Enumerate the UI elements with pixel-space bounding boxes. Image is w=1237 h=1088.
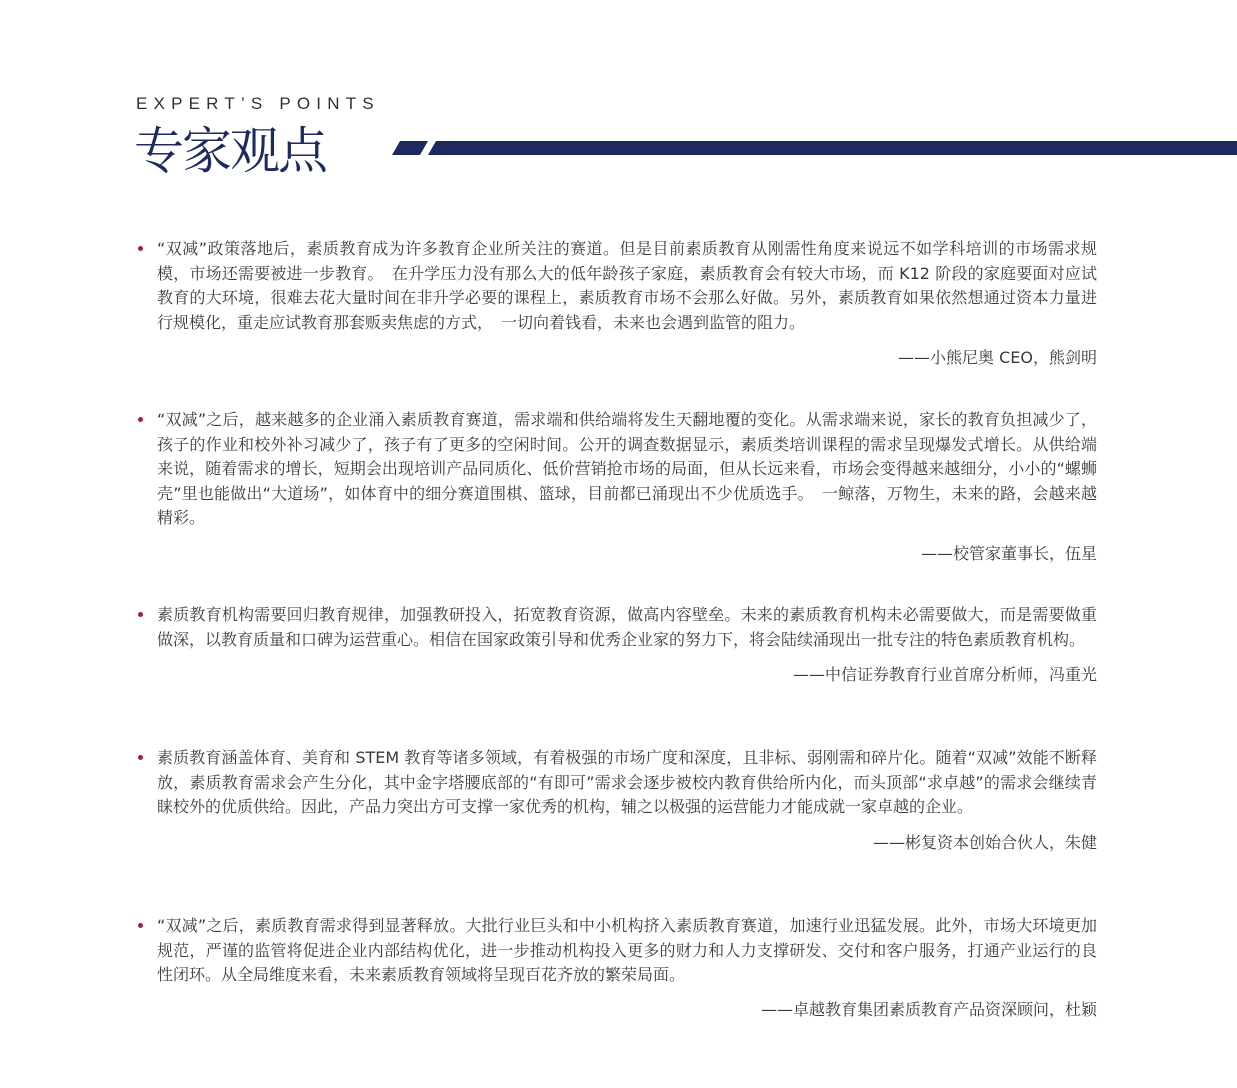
section-subtitle: EXPERT’S POINTS	[136, 94, 380, 113]
expert-point-text: “双减”政策落地后，素质教育成为许多教育企业所关注的赛道。但是目前素质教育从刚需性角度来说远不如学科培训的市场需求规模，市场还需要被进一步教育。 在升学压力没有那么大的低年龄孩子家庭，素质教育会有较大市场，而 K12 阶段的家庭要面对应试教育的大环境，很难去花大量时间在非升学必要的课程上，素质教育市场不会那么好做。另外，素质教育如果依然想通过资本力量进行规模化，重走应试教育那套贩卖焦虑的方式， 一切向着钱看，未来也会遇到监管的阻力。	[157, 239, 1097, 332]
expert-point-text: “双减”之后，素质教育需求得到显著释放。大批行业巨头和中小机构挤入素质教育赛道，加速行业迅猛发展。此外，市场大环境更加规范，严谨的监管将促进企业内部结构优化，进一步推动机构投入更多的财力和人力支撑研发、交付和客户服务，打通产业运行的良性闭环。从全局维度来看，未来素质教育领域将呈现百花齐放的繁荣局面。	[157, 916, 1097, 984]
bullet-dot-icon	[138, 612, 143, 617]
expert-point-text: “双减”之后，越来越多的企业涌入素质教育赛道，需求端和供给端将发生天翻地覆的变化。从需求端来说，家长的教育负担减少了，孩子的作业和校外补习减少了，孩子有了更多的空闲时间。公开的调查数据显示，素质类培训课程的需求呈现爆发式增长。从供给端来说，随着需求的增长，短期会出现培训产品同质化、低价营销抢市场的局面，但从长远来看，市场会变得越来越细分，小小的“螺蛳壳”里也能做出“大道场”，如体育中的细分赛道围棋、篮球，目前都已涌现出不少优质选手。 一鲸落，万物生，未来的路，会越来越精彩。	[157, 410, 1097, 527]
bullet-dot-icon	[138, 923, 143, 928]
expert-point-source: ——彬复资本创始合伙人，朱健	[872, 832, 1097, 852]
expert-point-text: 素质教育涵盖体育、美育和 STEM 教育等诸多领域，有着极强的市场广度和深度，且非标、弱刚需和碎片化。随着“双减”效能不断释放，素质教育需求会产生分化，其中金字塔腰底部的“有即可”需求会逐步被校内教育供给所内化，而头顶部“求卓越”的需求会继续青睐校外的优质供给。因此，产品力突出方可支撑一家优秀的机构，辅之以极强的运营能力才能成就一家卓越的企业。	[157, 748, 1097, 816]
title-accent-bar	[392, 141, 1237, 155]
expert-point	[157, 914, 1097, 1022]
expert-point-text: 素质教育机构需要回归教育规律，加强教研投入，拓宽教育资源，做高内容壁垒。未来的素质教育机构未必需要做大，而是需要做重做深，以教育质量和口碑为运营重心。相信在国家政策引导和优秀企业家的努力下，将会陆续涌现出一批专注的特色素质教育机构。	[157, 605, 1097, 649]
accent-bar-segment-long	[428, 141, 1237, 155]
expert-point-source: ——中信证券教育行业首席分析师，冯重光	[792, 665, 1097, 684]
expert-point	[157, 237, 1097, 370]
accent-bar-segment-short	[392, 141, 428, 155]
bullet-dot-icon	[138, 246, 143, 251]
bullet-dot-icon	[138, 417, 143, 422]
expert-point	[157, 408, 1097, 566]
bullet-dot-icon	[138, 755, 143, 760]
expert-point-source: ——卓越教育集团素质教育产品资深顾问，杜颖	[760, 999, 1097, 1019]
expert-point-source: ——校管家董事长，伍星	[920, 543, 1097, 563]
page-title: 专家观点	[134, 122, 326, 180]
expert-point	[157, 746, 1097, 855]
expert-point	[157, 603, 1097, 687]
expert-point-source: ——小熊尼奥 CEO，熊剑明	[898, 348, 1097, 367]
